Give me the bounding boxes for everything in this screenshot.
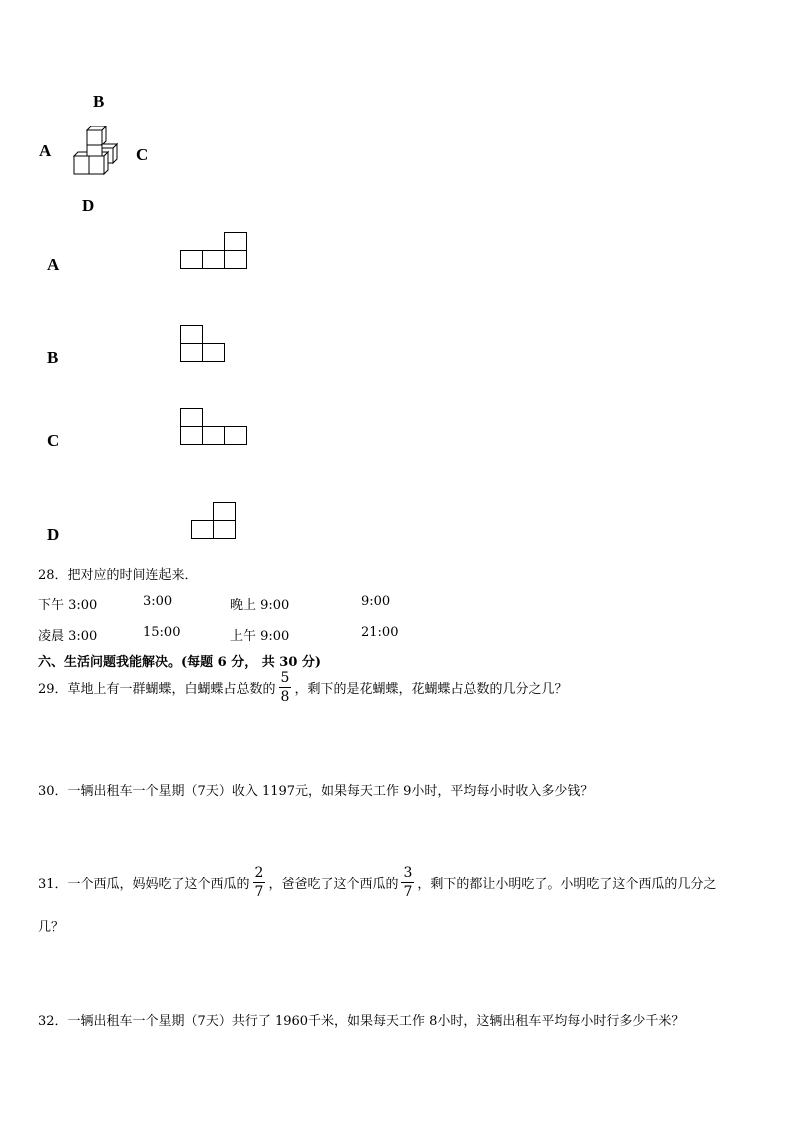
view-label-d: D xyxy=(47,525,60,544)
view-label-a: A xyxy=(47,255,60,274)
direction-label-right: C xyxy=(136,145,149,164)
q29-fraction xyxy=(279,671,292,704)
q32: 32．一辆出租车一个星期（7天）共行了 1960千米，如果每天工作 8小时，这辆出租车平均每小时行多少千米？ xyxy=(38,1014,685,1029)
q28-row2-right2: 21:00 xyxy=(361,625,399,640)
q30: 30．一辆出租车一个星期（7天）收入 1197元，如果每天工作 9小时，平均每小时收入多少钱？ xyxy=(38,784,594,799)
section-6-heading: 六、生活问题我能解决。(每题 6 分， 共 30 分) xyxy=(38,655,322,670)
direction-label-top: B xyxy=(93,92,105,111)
view-c-shape xyxy=(180,408,252,448)
direction-label-bottom: D xyxy=(82,196,95,215)
view-label-b: B xyxy=(47,348,59,367)
q31-fraction-1-numerator: 2 xyxy=(254,865,264,881)
view-label-c: C xyxy=(47,431,60,450)
q28-title: 28．把对应的时间连起来． xyxy=(38,568,198,583)
q31-part1: 31．一个西瓜，妈妈吃了这个西瓜的 xyxy=(38,877,250,892)
q31-fraction-2-numerator: 3 xyxy=(403,865,413,881)
q31-fraction-1 xyxy=(253,866,266,899)
q31-fraction-2 xyxy=(401,866,414,899)
q31-line1 xyxy=(38,866,716,899)
q28-row1-left2: 3:00 xyxy=(143,594,173,609)
q29-fraction-denominator: 8 xyxy=(280,689,290,705)
view-b-shape xyxy=(180,325,230,365)
cube-stack-figure xyxy=(70,126,120,180)
q31-fraction-1-denominator: 7 xyxy=(254,884,264,900)
q28-row1-right2: 9:00 xyxy=(361,594,391,609)
q28-row2-left1: 凌晨 3:00 xyxy=(38,629,98,644)
q29-text-after: ，剩下的是花蝴蝶，花蝴蝶占总数的几分之几？ xyxy=(294,682,568,697)
q31-part3: ，剩下的都让小明吃了。小明吃了这个西瓜的几分之 xyxy=(417,877,717,892)
q31-line2: 几？ xyxy=(38,920,65,935)
q29 xyxy=(38,671,567,704)
q28-row2-left2: 15:00 xyxy=(143,625,181,640)
q28-row2-right1: 上午 9:00 xyxy=(230,629,290,644)
cube-front-face xyxy=(87,130,102,145)
direction-label-left: A xyxy=(39,141,52,160)
q31-part2: ，爸爸吃了这个西瓜的 xyxy=(268,877,399,892)
q28-row1-right1: 晚上 9:00 xyxy=(230,598,290,613)
q29-fraction-numerator: 5 xyxy=(280,670,290,686)
view-d-shape xyxy=(191,502,241,542)
q29-text-before: 29．草地上有一群蝴蝶，白蝴蝶占总数的 xyxy=(38,682,276,697)
q28-row1-left1: 下午 3:00 xyxy=(38,598,98,613)
q31-fraction-2-denominator: 7 xyxy=(403,884,413,900)
view-a-shape xyxy=(180,232,250,272)
